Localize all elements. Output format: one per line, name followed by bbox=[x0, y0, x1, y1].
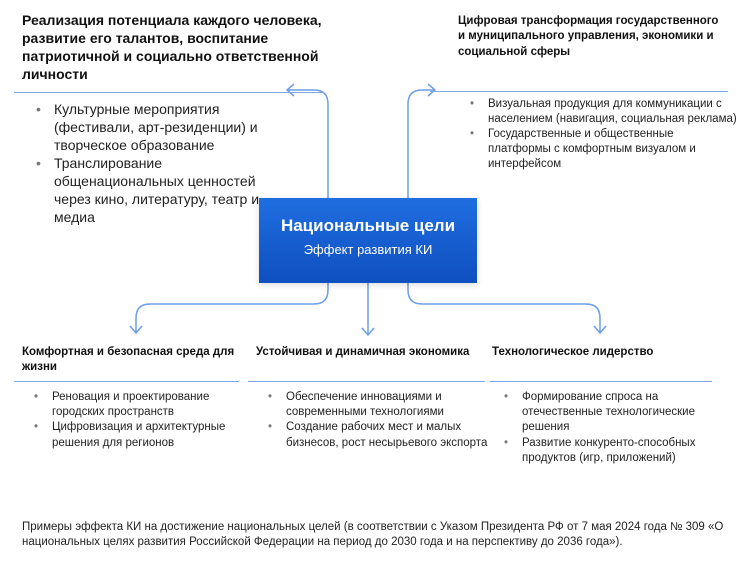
list-item: • Развитие конкуренто-способных продуктов (игр, приложений) bbox=[492, 436, 722, 466]
center-title: Национальные цели bbox=[280, 216, 456, 235]
list-item: • Визуальная продукция для коммуникации с населением (навигация, социальная реклама) bbox=[458, 97, 738, 127]
list-item: • Обеспечение инновациями и современными технологиями bbox=[256, 390, 491, 420]
goal-title-human-potential: Реализация потенциала каждого человека, развитие его талантов, воспитание патриотичной и социально ответственной личности bbox=[22, 12, 322, 82]
divider bbox=[14, 381, 239, 382]
list-item: • Формирование спроса на отечественные технологические решения bbox=[492, 390, 722, 436]
goal-title-sustainable-economy: Устойчивая и динамичная экономика bbox=[256, 346, 470, 358]
divider bbox=[14, 92, 324, 93]
arrow-to-top-right bbox=[408, 90, 434, 198]
list-item: • Реновация и проектирование городских пространств bbox=[22, 390, 247, 420]
list-item: • Государственные и общественные платформы с комфортным визуалом и интерфейсом bbox=[458, 127, 738, 172]
goal-items-tech-leadership bbox=[492, 390, 722, 466]
divider bbox=[248, 381, 485, 382]
goal-title-tech-leadership: Технологическое лидерство bbox=[492, 346, 654, 358]
center-subtitle: Эффект развития КИ bbox=[303, 242, 433, 257]
goal-title-comfortable-environment: Комфортная и безопасная среда для жизни bbox=[22, 346, 235, 374]
divider bbox=[430, 91, 728, 92]
list-item: • Цифровизация и архитектурные решения для регионов bbox=[22, 420, 247, 450]
footnote: Примеры эффекта КИ на достижение национальных целей (в соответствии с Указом Президента РФ от 7 мая 2024 года № 309 «О национальных целях развития Российской Федерации на период до 2030 года и на перспективу до 2036 года»). bbox=[22, 521, 724, 549]
center-goal-box bbox=[259, 198, 477, 283]
arrow-to-bottom-right bbox=[408, 283, 600, 332]
list-item: • Создание рабочих мест и малых бизнесов, рост несырьевого экспорта bbox=[256, 420, 491, 450]
list-item: • Культурные мероприятия (фестивали, арт-резиденции) и творческое образование bbox=[22, 100, 282, 154]
list-item: • Транслирование общенациональных ценностей через кино, литературу, театр и медиа bbox=[22, 154, 282, 226]
goal-title-digital-transformation: Цифровая трансформация государственного и муниципального управления, экономики и социальной сферы bbox=[458, 15, 719, 58]
goal-items-sustainable-economy bbox=[256, 390, 491, 451]
arrow-to-top-left bbox=[288, 90, 328, 198]
goal-items-digital-transformation bbox=[458, 97, 738, 172]
goal-items-comfortable-environment bbox=[22, 390, 247, 451]
goal-items-human-potential bbox=[22, 100, 282, 226]
arrow-to-bottom-left bbox=[136, 283, 328, 332]
divider bbox=[490, 381, 712, 382]
